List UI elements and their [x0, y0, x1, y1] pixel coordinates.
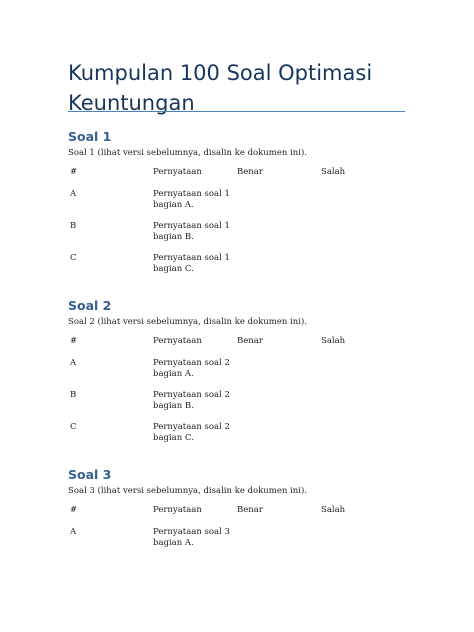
table-row: [68, 422, 408, 454]
row-label: C: [70, 422, 77, 432]
header-statement: Pernyataan: [153, 167, 202, 177]
header-false: Salah: [321, 336, 346, 346]
section-description: Soal 1 (lihat versi sebelumnya, disalin ke dokumen ini).: [68, 148, 307, 158]
table-row: [68, 527, 408, 559]
table-row: [68, 358, 408, 390]
row-statement: Pernyataan soal 3 bagian A.: [153, 527, 230, 548]
header-true: Benar: [237, 336, 263, 346]
row-statement: Pernyataan soal 1 bagian B.: [153, 221, 230, 242]
table-header-row: [68, 336, 408, 358]
question-section-1: [68, 129, 408, 285]
answer-table: [68, 505, 408, 559]
table-row: [68, 221, 408, 253]
header-true: Benar: [237, 167, 263, 177]
header-number: #: [70, 167, 78, 177]
header-false: Salah: [321, 505, 346, 515]
question-section-3: [68, 467, 408, 559]
row-label: C: [70, 253, 77, 263]
answer-table: [68, 167, 408, 285]
row-label: A: [70, 358, 77, 368]
question-section-2: [68, 298, 408, 454]
row-label: A: [70, 189, 77, 199]
row-statement: Pernyataan soal 1 bagian C.: [153, 253, 230, 274]
header-false: Salah: [321, 167, 346, 177]
table-row: [68, 253, 408, 285]
table-header-row: [68, 167, 408, 189]
header-statement: Pernyataan: [153, 336, 202, 346]
section-description: Soal 3 (lihat versi sebelumnya, disalin ke dokumen ini).: [68, 486, 307, 496]
row-label: A: [70, 527, 77, 537]
answer-table: [68, 336, 408, 454]
document-title: Kumpulan 100 Soal Optimasi Keuntungan: [68, 61, 373, 115]
header-number: #: [70, 505, 78, 515]
title-underline: [68, 111, 405, 112]
row-statement: Pernyataan soal 2 bagian A.: [153, 358, 230, 379]
section-heading: Soal 2: [68, 298, 112, 313]
header-statement: Pernyataan: [153, 505, 202, 515]
row-statement: Pernyataan soal 1 bagian A.: [153, 189, 230, 210]
table-row: [68, 189, 408, 221]
row-statement: Pernyataan soal 2 bagian B.: [153, 390, 230, 411]
row-statement: Pernyataan soal 2 bagian C.: [153, 422, 230, 443]
table-row: [68, 390, 408, 422]
row-label: B: [70, 221, 77, 231]
table-header-row: [68, 505, 408, 527]
row-label: B: [70, 390, 77, 400]
header-true: Benar: [237, 505, 263, 515]
header-number: #: [70, 336, 78, 346]
section-heading: Soal 1: [68, 129, 112, 144]
section-heading: Soal 3: [68, 467, 112, 482]
section-description: Soal 2 (lihat versi sebelumnya, disalin ke dokumen ini).: [68, 317, 307, 327]
